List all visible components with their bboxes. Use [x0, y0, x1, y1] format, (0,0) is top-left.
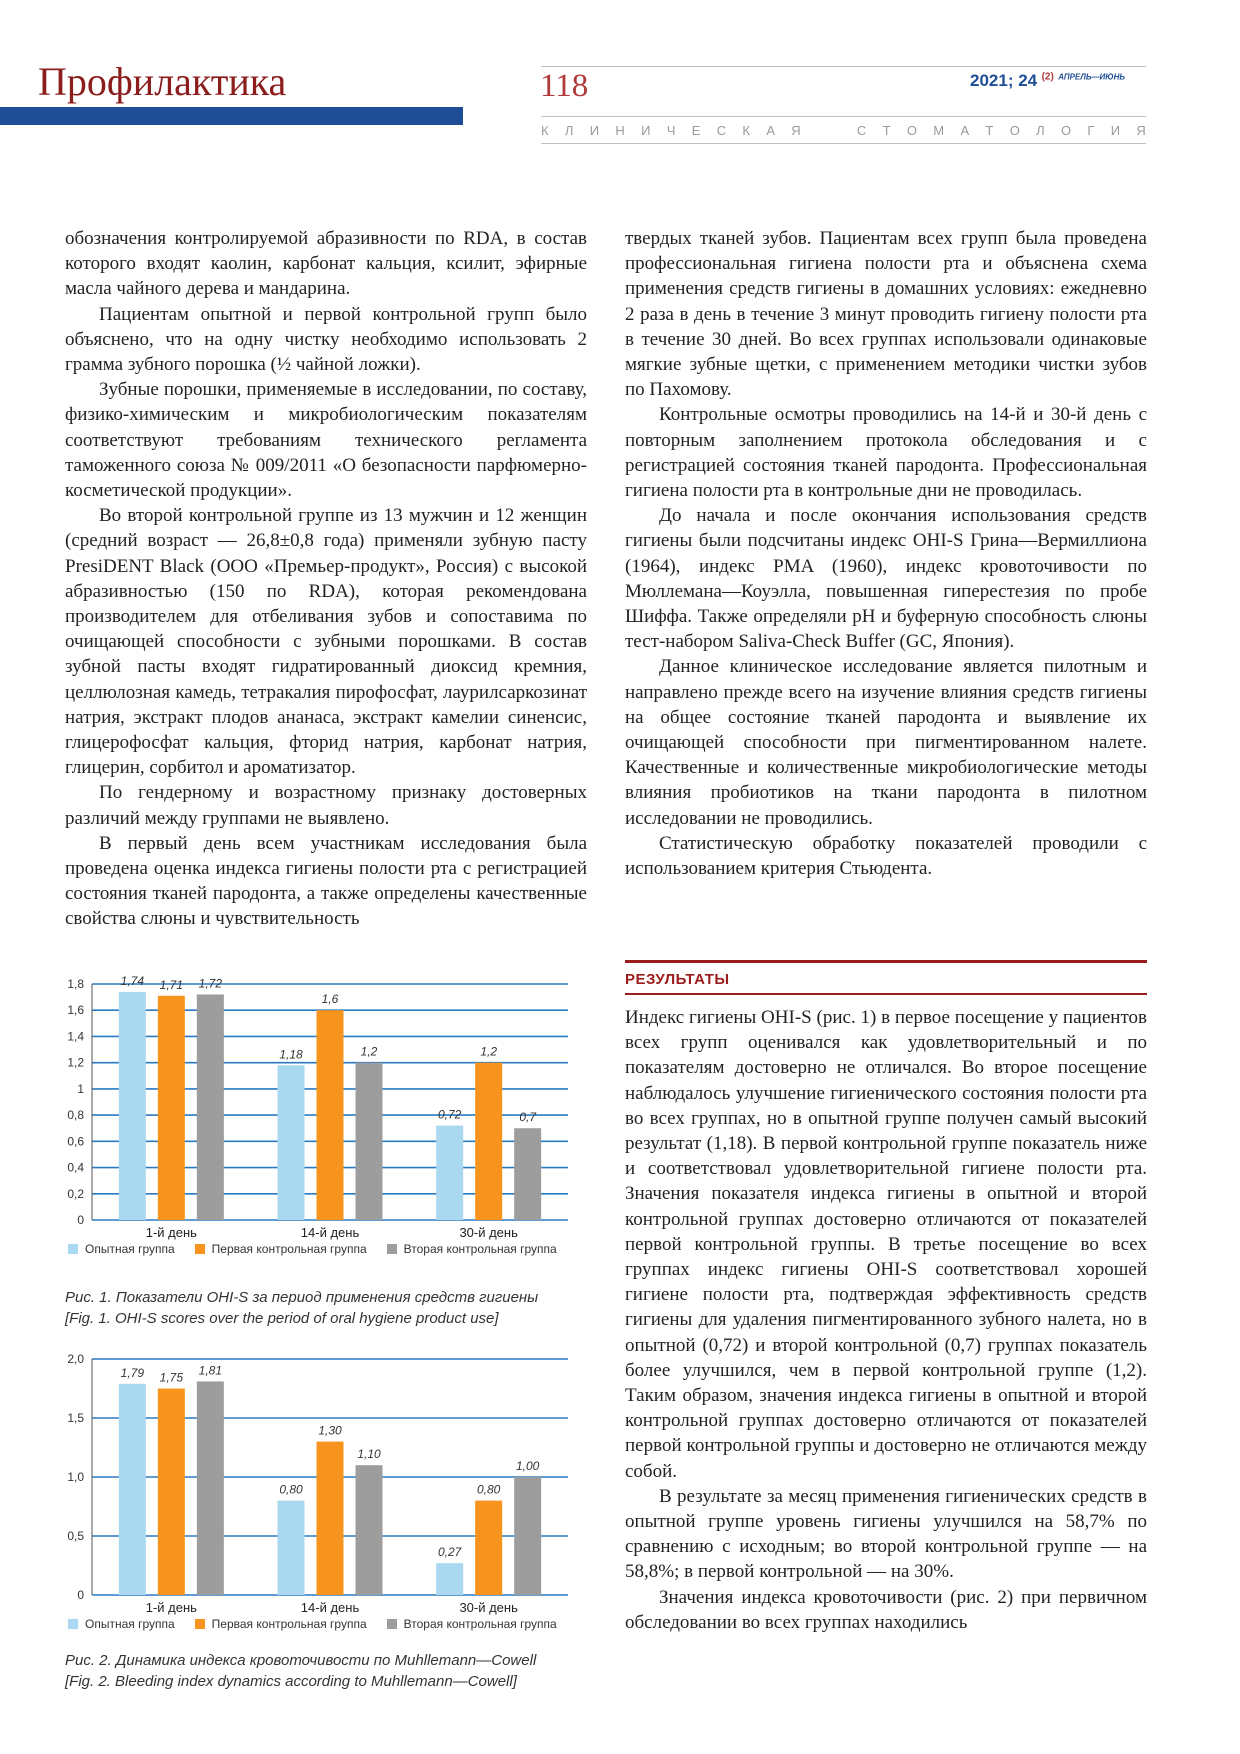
figure-1-caption [65, 1287, 585, 1329]
paragraph: Пациентам опытной и первой контрольной групп было объяснено, что на одну чистку необходимо использовать 2 грамма зубного порошка (½ чайной ложки). [65, 303, 587, 376]
data-label: 0,80 [279, 1482, 303, 1497]
y-tick-label: 1,6 [67, 1003, 84, 1018]
legend-swatch [195, 1619, 205, 1629]
bar [119, 1384, 146, 1595]
paragraph: Контрольные осмотры проводились на 14-й и 30-й день с повторным заполнением протокола обследования и с регистрацией состояния тканей пародонта. Профессиональная гигиена полости рта в контрольные дни не проводилась. [625, 404, 1147, 502]
data-label: 1,6 [321, 992, 339, 1007]
journal-letter: К [541, 123, 549, 138]
legend-item [68, 1617, 175, 1631]
data-label: 1,81 [198, 1363, 223, 1378]
legend-swatch [68, 1619, 78, 1629]
paragraph: Индекс гигиены OHI-S (рис. 1) в первое посещение у пациентов всех групп оценивался как удовлетворительный и по показателям достоверно не отличался. Во второе посещение наблюдалось улучшение гигиенического состояния полости рта во всех группах, но в опытной группе получен самый высокий результат (1,18). В первой контрольной группе показатель ниже и соответствовал удовлетворительной гигиене полости рта. Значения показателя индекса гигиены в опытной и второй контрольной группах достоверно отличаются от показателей первой контрольной группы. В третье посещение во всех группах индекс гигиены OHI-S соответствовал хорошей гигиене полости рта, подтверждая эффективность средств гигиены для удаления пигментированного зубного налета, но в опытной (0,72) и второй контрольной (0,7) группах показатель более улучшился, чем в первой контрольной группе (1,2). Таким образом, значения индекса гигиены в опытной и второй контрольной группах достоверно отличаются от показателей первой контрольной группы и достоверно не отличаются между собой. [625, 1007, 1147, 1482]
paragraph: твердых тканей зубов. Пациентам всех групп была проведена профессиональная гигиена полости рта и объяснена схема применения средств гигиены в домашних условиях: ежедневно 2 раза в день в течение 3 минут проводить гигиену полости рта в течение 30 дней. Во всех группах использовали одинаковые мягкие зубные щетки, с применением методики чистки зубов по Пахомову. [625, 228, 1147, 401]
left-text-column [65, 226, 587, 932]
journal-letter: Н [615, 123, 625, 138]
figure-1-legend [68, 1242, 557, 1256]
data-label: 1,30 [318, 1423, 342, 1438]
results-rule-top [625, 960, 1147, 963]
results-rule-bottom [625, 993, 1147, 995]
journal-letter: Л [1036, 123, 1045, 138]
y-tick-label: 0,5 [67, 1529, 84, 1543]
journal-letter: С [716, 123, 727, 138]
bar [514, 1128, 541, 1220]
header-rule-top [541, 66, 1146, 67]
issue-number: (2) [1041, 71, 1054, 83]
data-label: 1,72 [198, 976, 223, 991]
x-tick-label: 30-й день [459, 1225, 518, 1240]
journal-letter: Я [791, 123, 801, 138]
data-label: 1,2 [480, 1044, 498, 1059]
issue-info [970, 72, 1150, 90]
x-tick-label: 30-й день [459, 1600, 518, 1615]
journal-letter: М [933, 123, 945, 138]
data-label: 1,75 [159, 1370, 184, 1385]
bar [317, 1010, 344, 1220]
journal-letter: Е [691, 123, 701, 138]
results-title: РЕЗУЛЬТАТЫ [625, 971, 730, 988]
data-label: 0,27 [437, 1545, 462, 1560]
journal-letter: Л [564, 123, 574, 138]
bar [514, 1477, 541, 1595]
paragraph: До начала и после окончания использования средств гигиены были подсчитаны индекс OHI-S Грина—Вермиллиона (1964), индекс PMA (1960), индекс кровоточивости по Мюллемана—Коуэлла, повышенная гиперестезия по пробе Шиффа. Также определяли pH и буферную способность слюны тест-набором Saliva-Check Buffer (GC, Япония). [625, 505, 1147, 653]
journal-letter: Ч [666, 123, 676, 138]
bar [278, 1501, 305, 1595]
figure-2-legend [68, 1617, 557, 1631]
figure-2-caption [65, 1650, 585, 1692]
legend-label: Вторая контрольная группа [403, 1242, 557, 1256]
legend-swatch [195, 1244, 205, 1254]
journal-letter: К [742, 123, 750, 138]
bar [158, 996, 185, 1220]
bar [475, 1501, 502, 1595]
bar [436, 1563, 463, 1595]
paragraph: Значения индекса кровоточивости (рис. 2) при первичном обследовании во всех группах находились [625, 1586, 1147, 1633]
x-tick-label: 14-й день [300, 1600, 360, 1615]
journal-letter: С [856, 123, 867, 138]
header-rule-middle [541, 116, 1146, 117]
journal-letter [837, 124, 841, 137]
legend-swatch [68, 1244, 78, 1254]
journal-letter: И [589, 123, 600, 138]
bar [475, 1063, 502, 1220]
right-text-column-bottom [625, 1005, 1147, 1635]
data-label: 1,79 [120, 1365, 145, 1380]
journal-letter [817, 124, 821, 137]
data-label: 1,74 [120, 973, 145, 988]
journal-letter: Я [1136, 123, 1146, 138]
bar [197, 1381, 224, 1595]
bar [119, 992, 146, 1220]
figure-2-svg [50, 1345, 590, 1615]
journal-letter: И [1110, 123, 1121, 138]
bar [158, 1389, 185, 1596]
bar [356, 1465, 383, 1595]
issue-months: АПРЕЛЬ—ИЮНЬ [1058, 72, 1126, 82]
legend-item [68, 1242, 175, 1256]
journal-letter: А [960, 123, 970, 138]
data-label: 1,00 [515, 1459, 540, 1473]
data-label: 1,2 [360, 1044, 378, 1059]
journal-letter: О [906, 123, 917, 138]
header-bar [0, 107, 463, 125]
y-tick-label: 0,6 [67, 1134, 84, 1149]
paragraph: Статистическую обработку показателей проводили с использованием критерия Стьюдента. [625, 832, 1147, 880]
paragraph: Зубные порошки, применяемые в исследовании, по составу, физико-химическим и микробиологическим показателям соответствуют требованиям технического регламента таможенного союза № 009/2011 «О безопасности парфюмерно-косметической продукции». [65, 379, 587, 502]
y-tick-label: 1,5 [67, 1411, 84, 1425]
legend-swatch [387, 1244, 397, 1254]
bar [197, 994, 224, 1220]
journal-name [541, 124, 1146, 137]
issue-year-volume: 2021; 24 [970, 71, 1038, 90]
bar [317, 1442, 344, 1595]
journal-letter: И [641, 123, 651, 138]
paragraph: В результате за месяц применения гигиенических средств в опытной группе уровень гигиены улучшился на 58,7% по сравнению с исходным; во второй контрольной группе — на 58,8%; в первой контрольной — на 30%. [625, 1485, 1147, 1583]
y-tick-label: 0 [77, 1213, 84, 1227]
y-tick-label: 1,4 [67, 1029, 84, 1044]
data-label: 0,72 [437, 1107, 462, 1122]
figure-2-caption-ru: Рис. 2. Динамика индекса кровоточивости по Muhllemann—Cowell [65, 1652, 537, 1669]
y-tick-label: 1 [77, 1081, 84, 1096]
journal-letter: Т [882, 123, 891, 138]
data-label: 1,18 [279, 1047, 303, 1062]
y-tick-label: 0,2 [67, 1186, 84, 1201]
journal-letter: А [766, 123, 775, 138]
y-tick-label: 1,8 [67, 977, 84, 991]
journal-letter: Т [985, 123, 994, 138]
legend-label: Опытная группа [85, 1242, 175, 1256]
paragraph: По гендерному и возрастному признаку достоверных различий между группами не выявлено. [65, 782, 587, 829]
paragraph: В первый день всем участникам исследования была проведена оценка индекса гигиены полости рта с регистрацией состояния тканей пародонта, а также определены качественные свойства слюны и чувствительность [65, 832, 587, 930]
x-tick-label: 1-й день [145, 1225, 197, 1240]
y-tick-label: 1,2 [67, 1055, 84, 1070]
figure-1-svg [50, 970, 590, 1240]
legend-item [387, 1617, 557, 1631]
journal-letter: О [1060, 123, 1072, 138]
section-title: Профилактика [38, 59, 287, 104]
journal-letter: О [1009, 123, 1020, 138]
legend-label: Опытная группа [85, 1617, 175, 1631]
data-label: 0,7 [519, 1110, 537, 1125]
x-tick-label: 14-й день [300, 1225, 360, 1240]
header-rule-bottom [541, 143, 1146, 144]
legend-label: Вторая контрольная группа [403, 1617, 557, 1631]
figure-1-caption-en: [Fig. 1. OHI-S scores over the period of oral hygiene product use] [65, 1310, 499, 1327]
bar [278, 1065, 305, 1220]
y-tick-label: 1,0 [67, 1470, 84, 1484]
journal-letter: Г [1087, 123, 1095, 138]
legend-item [195, 1617, 367, 1631]
y-tick-label: 0 [77, 1588, 84, 1602]
legend-item [195, 1242, 367, 1256]
bar [356, 1063, 383, 1220]
page-number: 118 [540, 68, 589, 104]
paragraph: Во второй контрольной группе из 13 мужчин и 12 женщин (средний возраст — 26,8±0,8 года) применяли зубную пасту PresiDENT Black (ООО «Премьер-продукт», Россия) с высокой абразивностью (150 по RDA), которая рекомендована производителем для отбеливания зубов и сопоставима по очищающей способности с зубными порошками. В состав зубной пасты входят гидратированный диоксид кремния, целлюлозная камедь, тетракалия пирофосфат, лаурилсаркозинат натрия, экстракт плодов ананаса, экстракт камелии синенсис, глицерофосфат кальция, фторид натрия, карбонат натрия, глицерин, сорбитол и ароматизатор. [65, 505, 587, 779]
paragraph: обозначения контролируемой абразивности по RDA, в состав которого входят каолин, карбонат кальция, ксилит, эфирные масла чайного дерева и мандарина. [65, 228, 587, 300]
bar [436, 1126, 463, 1220]
y-tick-label: 0,4 [67, 1160, 84, 1175]
figure-2-chart [50, 1345, 590, 1645]
data-label: 0,80 [476, 1482, 501, 1497]
data-label: 1,71 [159, 977, 184, 992]
results-heading [625, 960, 1147, 995]
x-tick-label: 1-й день [145, 1600, 197, 1615]
legend-label: Первая контрольная группа [211, 1242, 367, 1256]
legend-item [387, 1242, 557, 1256]
figure-2-caption-en: [Fig. 2. Bleeding index dynamics according to Muhllemann—Cowell] [65, 1673, 517, 1690]
paragraph: Данное клиническое исследование является пилотным и направлено прежде всего на изучение влияния средств гигиены на общее состояние тканей пародонта и выявление их очищающей способности при пигментированном налете. Качественные и количественные микробиологические методы влияния пробиотиков на ткани пародонта в пилотном исследовании не проводились. [625, 656, 1147, 829]
data-label: 1,10 [357, 1447, 381, 1462]
legend-label: Первая контрольная группа [211, 1617, 367, 1631]
figure-1-caption-ru: Рис. 1. Показатели OHI-S за период применения средств гигиены [65, 1289, 539, 1306]
y-tick-label: 0,8 [67, 1108, 84, 1123]
right-text-column-top [625, 226, 1147, 881]
y-tick-label: 2,0 [67, 1352, 84, 1366]
legend-swatch [387, 1619, 397, 1629]
figure-1-chart [50, 970, 590, 1270]
